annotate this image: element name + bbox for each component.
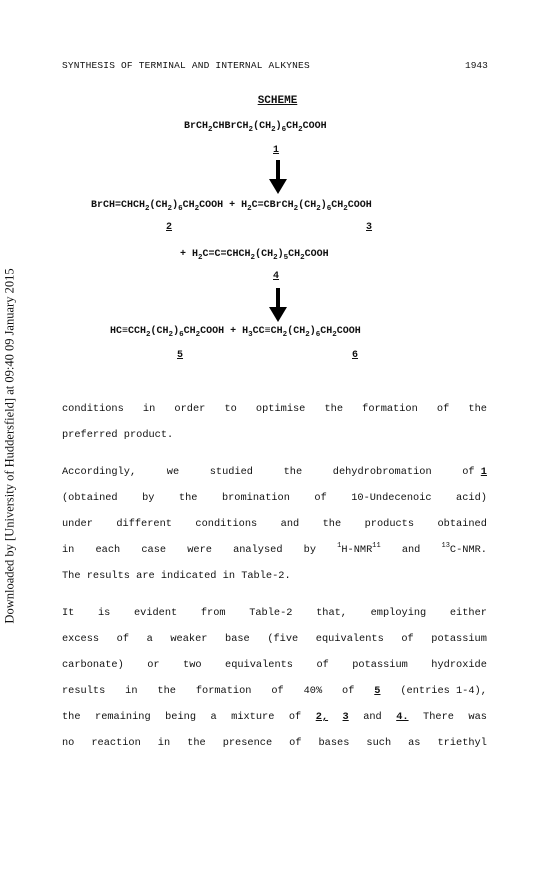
paragraph-line: The results are indicated in Table-2.: [62, 570, 291, 582]
paragraph-line: It is evident from Table-2 that, employing either: [62, 607, 487, 619]
download-note-text: Downloaded by [University of Huddersfield] at 09:40 09 January 2015: [2, 268, 17, 624]
compound-reference: 4.: [396, 711, 409, 723]
compound-reference: 2,: [315, 711, 329, 723]
compound-reference: 5: [374, 685, 381, 697]
reaction-arrow-down-icon: [268, 288, 288, 322]
compound-reference: 1: [480, 466, 487, 478]
compound-5-6-formula: $HC\equiv CCH_2(CH_2)_6CH_2COOH$ + $H_3CC\equiv CH_2(CH_2)_6CH_2COOH$: [110, 326, 361, 339]
scheme-title: SCHEME: [257, 95, 298, 107]
paragraph-line: no reaction in the presence of bases such as triethyl: [62, 737, 487, 749]
compound-4-label: 4: [273, 271, 280, 282]
paragraph-line: (obtained by the bromination of 10-Undecenoic acid): [62, 492, 487, 504]
paragraph-line: under different conditions and the products obtained: [62, 518, 487, 530]
paragraph-line: Accordingly, we studied the dehydrobromation of 1: [62, 466, 487, 478]
reaction-arrow-down-icon: [268, 160, 288, 194]
paragraph-line: carbonate) or two equivalents of potassium hydroxide: [62, 659, 487, 671]
paragraph-line: in each case were analysed by $^1$H-NMR$^{11}$ and $^{13}$C-NMR.: [62, 542, 487, 556]
compound-1-label: 1: [273, 145, 280, 156]
compound-2-3-formula: $BrCH=CHCH_2(CH_2)_6CH_2COOH$ + $H_2C=CBrCH_2(CH_2)_6CH_2COOH$: [91, 200, 372, 213]
compound-2-label: 2: [166, 222, 173, 233]
paragraph-line: excess of a weaker base (five equivalents of potassium: [62, 633, 487, 645]
paragraph-line: conditions in order to optimise the formation of the: [62, 403, 487, 415]
compound-4-formula: + $H_2C=C=CHCH_2(CH_2)_5CH_2COOH$: [180, 249, 329, 262]
page-number: 1943: [465, 60, 488, 71]
compound-3-label: 3: [366, 222, 373, 233]
compound-1-formula: $BrCH_2CHBrCH_2(CH_2)_6CH_2COOH$: [184, 121, 327, 134]
compound-5-label: 5: [177, 350, 184, 361]
running-header-title: SYNTHESIS OF TERMINAL AND INTERNAL ALKYNES: [62, 60, 310, 71]
compound-6-label: 6: [352, 350, 359, 361]
paragraph-line: the remaining being a mixture of 2, 3 and 4. There was: [62, 711, 487, 723]
compound-reference: 3: [342, 711, 349, 723]
paragraph-line: results in the formation of 40% of 5 (entries 1-4),: [62, 685, 487, 697]
download-watermark: [2, 246, 18, 646]
paragraph-line: preferred product.: [62, 429, 174, 441]
